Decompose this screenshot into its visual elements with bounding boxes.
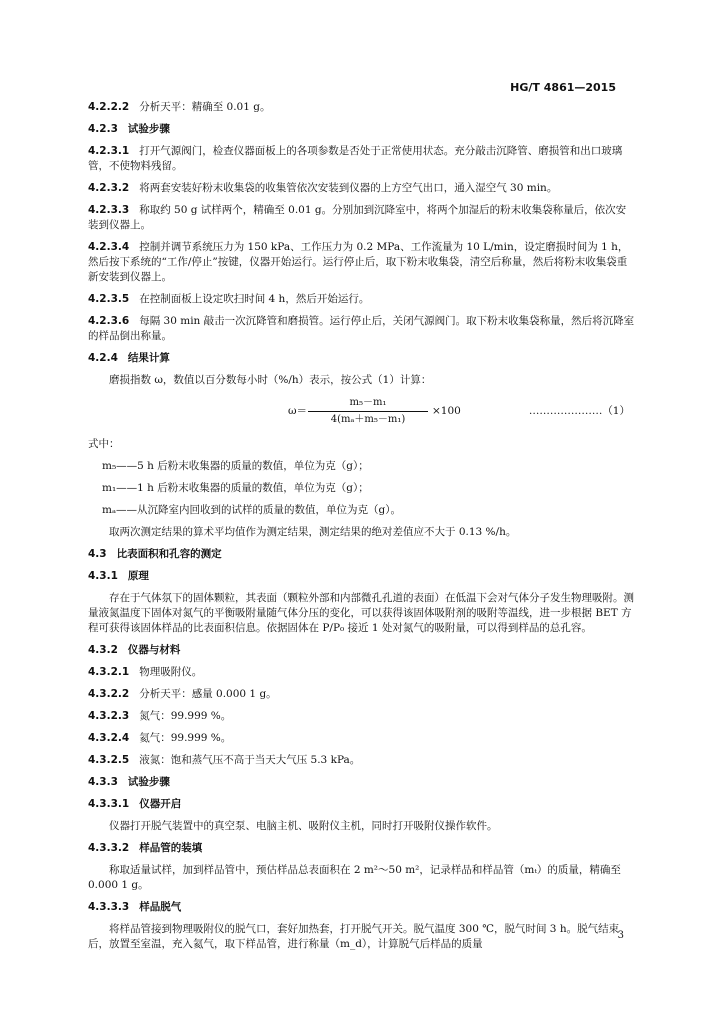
clause-number: 4.2.2.2: [88, 101, 130, 113]
clause-4-3-2-2: [88, 687, 636, 702]
clause-4-2-4: [88, 351, 636, 366]
clause-text: 分析天平：感量 0.000 1 g。: [139, 688, 277, 700]
section-heading: 试验步骤: [127, 123, 170, 135]
clause-text: 将两套安装好粉末收集袋的收集管依次安装到仪器的上方空气出口，通入湿空气 30 min。: [139, 182, 558, 194]
variable-definition: [102, 481, 636, 496]
clause-4-3-3: [88, 775, 636, 790]
paragraph: [88, 525, 636, 540]
clause-number: 4.2.3: [88, 123, 118, 135]
clause-number: 4.3.3.2: [88, 842, 130, 854]
formula-multiplier: ×100: [432, 405, 461, 417]
clause-text: m₅——5 h 后粉末收集器的质量的数值，单位为克（g）；: [102, 460, 369, 472]
clause-4-3-2-1: [88, 665, 636, 680]
section-heading: 样品管的装填: [139, 842, 203, 854]
section-heading: 仪器开启: [139, 798, 182, 810]
section-heading: 仪器与材料: [127, 644, 181, 656]
clause-4-3-2-3: [88, 709, 636, 724]
clause-text: m₁——1 h 后粉末收集器的质量的数值，单位为克（g）；: [102, 482, 369, 494]
clause-number: 4.3: [88, 548, 107, 560]
clause-text: 称取适量试样，加到样品管中，预估样品总表面积在 2 m²～50 m²，记录样品和样品管（mₜ）的质量，精确至 0.000 1 g。: [88, 864, 621, 891]
clause-text: 仪器打开脱气装置中的真空泵、电脑主机、吸附仪主机，同时打开吸附仪操作软件。: [109, 820, 498, 832]
clause-number: 4.3.3: [88, 776, 118, 788]
clause-text: 物理吸附仪。: [139, 666, 203, 678]
clause-text: 每隔 30 min 敲击一次沉降管和磨损管。运行停止后，关闭气源阀门。取下粉末收集袋称量，然后将沉降室的样品倒出称量。: [88, 315, 635, 342]
clause-4-2-3-1: [88, 144, 636, 174]
formula-lhs: ω＝: [288, 405, 308, 417]
clause-4-2-3-6: [88, 314, 636, 344]
formula-denominator: 4(mₐ＋m₅－m₁): [330, 414, 406, 425]
clause-number: 4.3.2: [88, 644, 118, 656]
clause-number: 4.2.4: [88, 352, 118, 364]
paragraph: [88, 922, 636, 952]
clause-text: 氮气：99.999 %。: [139, 710, 232, 722]
section-heading: 样品脱气: [139, 901, 182, 913]
clause-4-2-3-5: [88, 292, 636, 307]
clause-text: 将样品管接到物理吸附仪的脱气口，套好加热套，打开脱气开关。脱气温度 300 ℃，脱气时间 3 h。脱气结束后，放置至室温，充入氦气，取下样品管，进行称量（m_d），计算脱气后样品的质量: [88, 923, 620, 950]
clause-number: 4.3.3.3: [88, 901, 130, 913]
equation-number: …………………（1）: [528, 405, 630, 417]
clause-4-2-3: [88, 122, 636, 137]
variable-definition: [102, 503, 636, 518]
clause-number: 4.3.3.1: [88, 798, 130, 810]
section-heading: 比表面积和孔容的测定: [116, 548, 222, 560]
clause-4-3-2-5: [88, 753, 636, 768]
clause-4-3-3-2: [88, 841, 636, 856]
section-heading: 结果计算: [127, 352, 170, 364]
clause-4-3-1: [88, 569, 636, 584]
clause-4-3: [88, 547, 636, 562]
clause-number: 4.3.2.5: [88, 754, 130, 766]
standard-number: HG/T 4861—2015: [510, 81, 616, 94]
clause-4-2-3-4: [88, 240, 636, 285]
document-body: [88, 100, 636, 959]
clause-number: 4.2.3.4: [88, 241, 130, 253]
clause-4-2-3-2: [88, 181, 636, 196]
formula-numerator: m₅－m₁: [308, 395, 428, 412]
clause-number: 4.3.1: [88, 570, 118, 582]
clause-number: 4.2.3.3: [88, 204, 130, 216]
clause-4-2-2-2: [88, 100, 636, 115]
clause-text: 称取约 50 g 试样两个，精确至 0.01 g。分别加到沉降室中，将两个加湿后的粉末收集袋称量后，依次安装到仪器上。: [88, 204, 627, 231]
formula-fraction: [308, 395, 428, 427]
clause-number: 4.3.2.3: [88, 710, 130, 722]
clause-text: mₐ——从沉降室内回收到的试样的质量的数值，单位为克（g）。: [102, 504, 401, 516]
clause-text: 取两次测定结果的算术平均值作为测定结果，测定结果的绝对差值应不大于 0.13 %/h。: [109, 526, 517, 538]
clause-number: 4.2.3.1: [88, 145, 130, 157]
paragraph: [88, 437, 636, 452]
clause-number: 4.2.3.6: [88, 315, 130, 327]
clause-text: 打开气源阀门，检查仪器面板上的各项参数是否处于正常使用状态。充分敲击沉降管、磨损管和出口玻璃管，不使物料残留。: [88, 145, 623, 172]
clause-text: 液氮：饱和蒸气压不高于当天大气压 5.3 kPa。: [139, 754, 361, 766]
clause-4-3-2: [88, 643, 636, 658]
paragraph: [88, 819, 636, 834]
section-heading: 原理: [127, 570, 149, 582]
clause-4-3-3-3: [88, 900, 636, 915]
paragraph: [88, 863, 636, 893]
clause-text: 在控制面板上设定吹扫时间 4 h，然后开始运行。: [139, 293, 370, 305]
page-number: 3: [617, 930, 624, 941]
clause-number: 4.2.3.5: [88, 293, 130, 305]
clause-text: 分析天平：精确至 0.01 g。: [139, 101, 271, 113]
clause-number: 4.2.3.2: [88, 182, 130, 194]
clause-4-3-2-4: [88, 731, 636, 746]
clause-text: 氦气：99.999 %。: [139, 732, 232, 744]
clause-text: 磨损指数 ω，数值以百分数每小时（%/h）表示，按公式（1）计算：: [109, 374, 432, 386]
clause-number: 4.3.2.1: [88, 666, 130, 678]
clause-number: 4.3.2.4: [88, 732, 130, 744]
variable-definition: [102, 459, 636, 474]
clause-number: 4.3.2.2: [88, 688, 130, 700]
clause-4-2-3-3: [88, 203, 636, 233]
paragraph: [88, 373, 636, 388]
section-heading: 试验步骤: [127, 776, 170, 788]
paragraph: [88, 591, 636, 636]
clause-4-3-3-1: [88, 797, 636, 812]
formula-1: [88, 395, 636, 429]
clause-text: 控制并调节系统压力为 150 kPa、工作压力为 0.2 MPa、工作流量为 10 L/min，设定磨损时间为 1 h，然后按下系统的“工作/停止”按键，仪器开始运行。运行停止后，取下粉末收集袋，清空后称量，然后将粉末收集袋重新安装到仪器上。: [88, 241, 629, 283]
clause-text: 存在于气体氛下的固体颗粒，其表面（颗粒外部和内部微孔孔道的表面）在低温下会对气体分子发生物理吸附。测量液氮温度下固体对氮气的平衡吸附量随气体分压的变化，可以获得该固体吸附剂的吸附等温线，进一步根据 BET 方程可获得该固体样品的比表面积信息。依据固体在 P/P₀ 接近 1 处对氮气的吸附量，可以得到样品的总孔容。: [88, 592, 634, 634]
clause-text: 式中：: [88, 438, 120, 450]
